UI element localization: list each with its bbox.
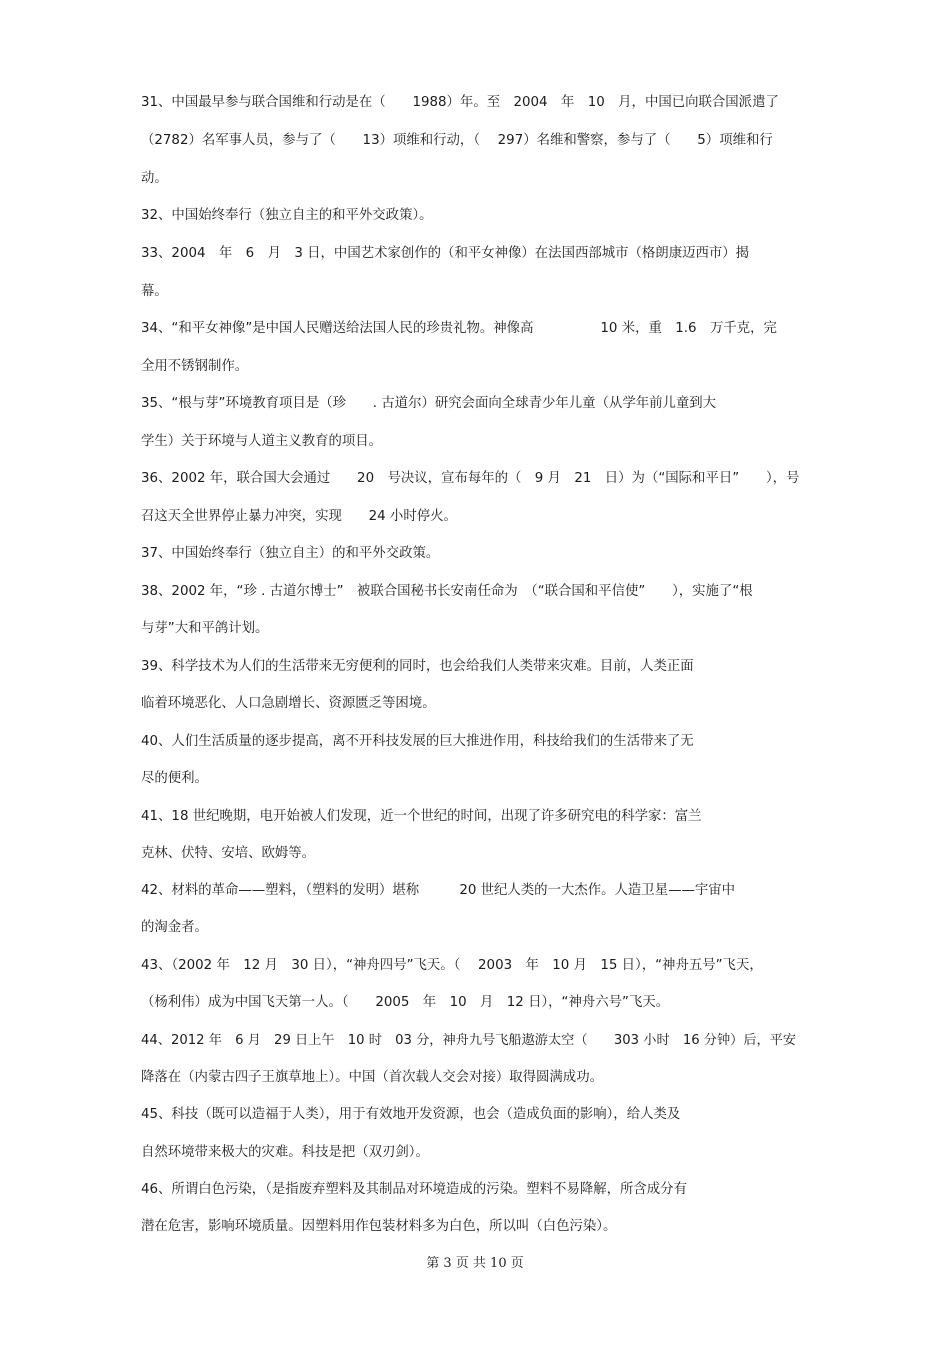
- text-line: 33、2004 年 6 月 3 日，中国艺术家创作的（和平女神像）在法国西部城市（格朗康迈西市）揭: [141, 246, 750, 261]
- text-line: （2782）名军事人员，参与了（ 13）项维和行动，（ 297）名维和警察，参与了（ 5）项维和行: [141, 133, 773, 148]
- text-line: 尽的便利。: [141, 771, 208, 786]
- text-line: 40、人们生活质量的逐步提高，离不开科技发展的巨大推进作用，科技给我们的生活带来了无: [141, 734, 694, 749]
- text-line: 克林、伏特、安培、欧姆等。: [141, 846, 316, 861]
- text-line: 35、“根与芽”环境教育项目是（珍 . 古道尔）研究会面向全球青少年儿童（从学年前儿童到大: [141, 396, 717, 411]
- text-line: 31、中国最早参与联合国维和行动是在（ 1988）年。至 2004 年 10 月，中国已向联合国派遣了: [141, 95, 779, 110]
- text-line: 幕。: [141, 284, 168, 299]
- text-line: 召这天全世界停止暴力冲突，实现 24 小时停火。: [141, 509, 457, 524]
- text-line: 动。: [141, 171, 168, 186]
- text-line: 32、中国始终奉行（独立自主的和平外交政策）。: [141, 208, 433, 223]
- text-line: 34、“和平女神像”是中国人民赠送给法国人民的珍贵礼物。神像高 10 米，重 1.6 万千克，完: [141, 321, 777, 336]
- page-footer: 第 3 页 共 10 页: [426, 1256, 524, 1271]
- text-line: 37、中国始终奉行（独立自主）的和平外交政策。: [141, 546, 440, 561]
- text-line: 41、18 世纪晚期，电开始被人们发现，近一个世纪的时间，出现了许多研究电的科学家：富兰: [141, 809, 702, 824]
- text-line: 与芽”大和平鸽计划。: [141, 621, 269, 636]
- text-line: 46、所谓白色污染，（是指废弃塑料及其制品对环境造成的污染。塑料不易降解，所含成分有: [141, 1182, 687, 1197]
- text-line: 42、材料的革命——塑料，（塑料的发明）堪称 20 世纪人类的一大杰作。人造卫星——宇宙中: [141, 883, 736, 898]
- text-line: 全用不锈钢制作。: [141, 359, 249, 374]
- text-line: 自然环境带来极大的灾难。科技是把（双刃剑）。: [141, 1145, 429, 1160]
- text-line: 临着环境恶化、人口急剧增长、资源匮乏等困境。: [141, 696, 436, 711]
- text-line: 的淘金者。: [141, 920, 208, 935]
- text-line: 36、2002 年，联合国大会通过 20 号决议，宣布每年的（ 9 月 21 日）为（“国际和平日” ），号: [141, 471, 800, 486]
- text-line: 43、（2002 年 12 月 30 日），“神舟四号”飞天。（ 2003 年 10 月 15 日），“神舟五号”飞天，: [141, 958, 763, 973]
- text-line: 39、科学技术为人们的生活带来无穷便利的同时，也会给我们人类带来灾难。目前，人类正面: [141, 659, 694, 674]
- text-line: （杨利伟）成为中国飞天第一人。（ 2005 年 10 月 12 日），“神舟六号”飞天。: [141, 995, 670, 1010]
- text-line: 45、科技（既可以造福于人类），用于有效地开发资源，也会（造成负面的影响），给人类及: [141, 1107, 681, 1122]
- text-line: 降落在（内蒙古四子王旗草地上）。中国（首次载人交会对接）取得圆满成功。: [141, 1070, 603, 1085]
- text-line: 44、2012 年 6 月 29 日上午 10 时 03 分，神舟九号飞船遨游太空（ 303 小时 16 分钟）后，平安: [141, 1033, 797, 1048]
- text-line: 学生）关于环境与人道主义教育的项目。: [141, 434, 383, 449]
- text-line: 潜在危害，影响环境质量。因塑料用作包装材料多为白色，所以叫（白色污染）。: [141, 1219, 617, 1234]
- text-line: 38、2002 年，“珍 . 古道尔博士” 被联合国秘书长安南任命为 （“联合国和平信使” ），实施了“根: [141, 584, 753, 599]
